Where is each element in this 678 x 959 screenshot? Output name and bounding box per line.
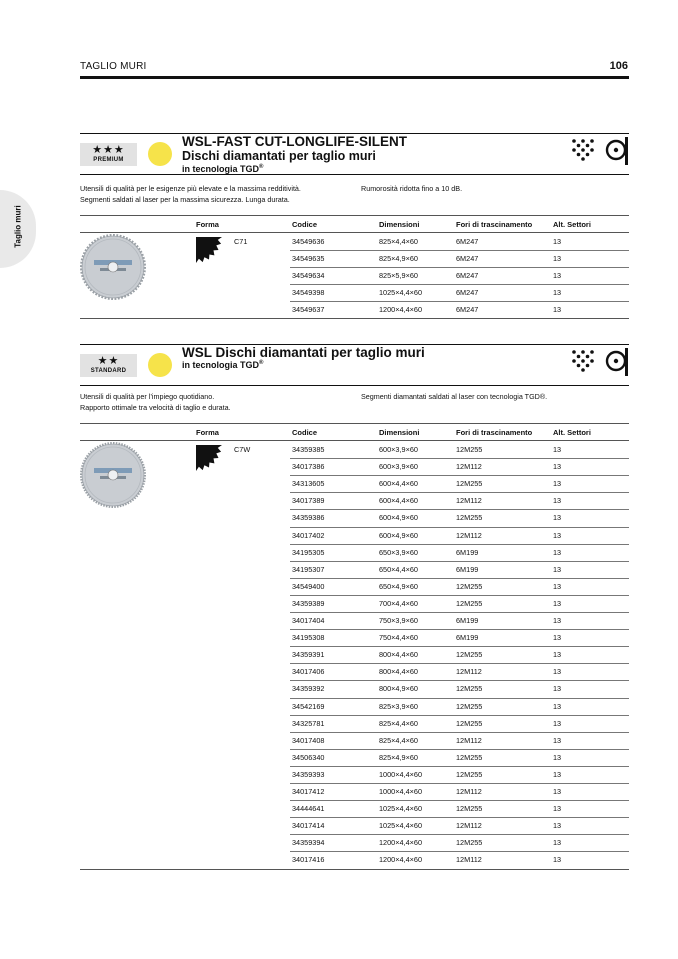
cell-fori: 12M112	[456, 821, 482, 831]
cell-fori: 6M199	[456, 633, 479, 643]
header-rule	[80, 76, 629, 79]
cell-dimensioni: 650×4,4×60	[379, 564, 418, 574]
section-mid-rule	[80, 174, 629, 175]
cell-fori: 6M247	[456, 254, 479, 263]
application-icons	[570, 346, 630, 378]
cell-codice: 34359394	[292, 838, 325, 848]
blade-image	[80, 234, 146, 300]
rating-stars: ★★	[97, 355, 120, 367]
cell-fori: 6M247	[456, 305, 479, 314]
rating-level: STANDARD	[90, 368, 127, 374]
cell-dimensioni: 800×4,4×60	[379, 667, 418, 677]
cell-codice: 34017414	[292, 821, 325, 831]
rating-badge	[80, 143, 137, 166]
column-header: Codice	[292, 428, 318, 437]
cell-codice: 34017408	[292, 735, 325, 745]
cell-dimensioni: 750×4,4×60	[379, 633, 418, 643]
product-technology	[182, 164, 263, 174]
cell-codice: 34017386	[292, 462, 325, 472]
cell-fori: 12M255	[456, 445, 483, 454]
page-number: 106	[609, 60, 628, 72]
column-header: Forma	[196, 428, 219, 437]
cell-fori: 12M255	[456, 718, 483, 728]
quality-dot	[148, 353, 172, 377]
cell-fori: 12M112	[456, 787, 482, 796]
table-row-divider	[290, 578, 629, 579]
cell-fori: 12M255	[456, 581, 483, 591]
cell-codice: 34017412	[292, 787, 325, 796]
table-row-divider	[290, 629, 629, 630]
cell-dimensioni: 600×4,4×60	[379, 496, 418, 506]
table-row-divider	[290, 301, 629, 302]
cell-fori: 12M255	[456, 838, 483, 848]
rating-stars: ★★★	[92, 144, 125, 156]
table-bottom-rule	[80, 318, 629, 319]
cell-alt-settori: 13	[553, 650, 562, 660]
technology-name: in tecnologia TGD	[182, 164, 260, 174]
product-subtitle: Dischi diamantati per taglio muri	[182, 149, 376, 163]
shape-code: C71	[234, 237, 248, 246]
cell-dimensioni: 825×4,4×60	[379, 718, 418, 728]
table-row-divider	[290, 732, 629, 733]
column-header: Dimensioni	[379, 428, 420, 437]
cell-dimensioni: 650×4,9×60	[379, 581, 418, 591]
table-row-divider	[290, 817, 629, 818]
cell-codice: 34325781	[292, 718, 325, 728]
cell-alt-settori: 13	[553, 564, 562, 574]
cell-fori: 12M255	[456, 479, 483, 489]
cell-dimensioni: 1000×4,4×60	[379, 787, 423, 796]
cell-alt-settori: 13	[553, 479, 562, 489]
cell-alt-settori: 13	[553, 462, 562, 472]
cell-dimensioni: 800×4,4×60	[379, 650, 418, 660]
cell-codice: 34444641	[292, 804, 325, 814]
table-row-divider	[290, 250, 629, 251]
table-row-divider	[290, 783, 629, 784]
table-header-rule	[80, 440, 629, 441]
cell-alt-settori: 13	[553, 513, 562, 523]
cell-fori: 6M199	[456, 616, 479, 625]
table-row-divider	[290, 492, 629, 493]
application-icons	[570, 135, 630, 167]
table-header-rule	[80, 232, 629, 233]
cell-dimensioni: 1200×4,4×60	[379, 855, 423, 865]
registered-mark: ®	[259, 164, 264, 170]
cell-codice: 34359393	[292, 769, 325, 779]
description-left: Rapporto ottimale tra velocità di taglio e durata.	[80, 402, 231, 412]
cell-fori: 12M255	[456, 650, 483, 660]
cell-alt-settori: 13	[553, 530, 562, 540]
table-row-divider	[290, 663, 629, 664]
cell-dimensioni: 1025×4,4×60	[379, 821, 423, 831]
table-row-divider	[290, 851, 629, 852]
cell-codice: 34549635	[292, 254, 325, 263]
shape-code: C7W	[234, 445, 251, 454]
cell-alt-settori: 13	[553, 581, 562, 591]
table-row-divider	[290, 766, 629, 767]
cell-fori: 6M247	[456, 271, 479, 280]
cell-alt-settori: 13	[553, 288, 562, 297]
cell-alt-settori: 13	[553, 769, 562, 779]
cell-alt-settori: 13	[553, 838, 562, 848]
blade-image	[80, 442, 146, 508]
table-row-divider	[290, 646, 629, 647]
cell-alt-settori: 13	[553, 752, 562, 762]
table-row-divider	[290, 715, 629, 716]
cell-fori: 12M255	[456, 804, 483, 814]
cell-fori: 12M255	[456, 513, 483, 523]
table-row-divider	[290, 458, 629, 459]
cell-dimensioni: 1200×4,4×60	[379, 305, 423, 314]
description-right: Segmenti diamantati saldati al laser con tecnologia TGD®.	[361, 392, 548, 401]
rating-level: PREMIUM	[93, 157, 124, 163]
cell-fori: 12M255	[456, 598, 483, 608]
quality-dot	[148, 142, 172, 166]
cell-codice: 34359391	[292, 650, 325, 660]
cell-fori: 6M247	[456, 237, 479, 246]
cell-codice: 34017402	[292, 530, 325, 540]
cell-dimensioni: 1200×4,4×60	[379, 838, 423, 848]
cell-fori: 6M247	[456, 288, 479, 297]
cell-fori: 6M199	[456, 547, 479, 557]
cell-alt-settori: 13	[553, 667, 562, 677]
blade-shape-icon	[196, 445, 222, 471]
cell-codice: 34549634	[292, 271, 325, 280]
cell-alt-settori: 13	[553, 821, 562, 831]
table-row-divider	[290, 800, 629, 801]
cell-alt-settori: 13	[553, 496, 562, 506]
table-row-divider	[290, 698, 629, 699]
cell-fori: 12M112	[456, 855, 482, 865]
table-row-divider	[290, 544, 629, 545]
description-left: Utensili di qualità per l’impiego quotidiano.	[80, 392, 215, 401]
cell-codice: 34549636	[292, 237, 325, 246]
cell-alt-settori: 13	[553, 855, 562, 865]
description-right: Rumorosità ridotta fino a 10 dB.	[361, 184, 463, 193]
cell-fori: 12M255	[456, 769, 483, 779]
cell-alt-settori: 13	[553, 633, 562, 643]
table-row-divider	[290, 267, 629, 268]
cell-dimensioni: 825×4,4×60	[379, 735, 418, 745]
cell-codice: 34542169	[292, 701, 325, 711]
cell-alt-settori: 13	[553, 237, 562, 246]
cell-dimensioni: 825×5,9×60	[379, 271, 418, 280]
cell-dimensioni: 650×3,9×60	[379, 547, 418, 557]
cell-codice: 34195308	[292, 633, 325, 643]
cell-alt-settori: 13	[553, 271, 562, 280]
cell-codice: 34359389	[292, 598, 325, 608]
cell-alt-settori: 13	[553, 616, 562, 625]
table-row-divider	[290, 284, 629, 285]
cell-codice: 34017404	[292, 616, 325, 625]
cell-codice: 34313605	[292, 479, 325, 489]
cell-alt-settori: 13	[553, 718, 562, 728]
table-row-divider	[290, 680, 629, 681]
column-header: Forma	[196, 220, 219, 229]
cell-dimensioni: 600×4,9×60	[379, 513, 418, 523]
description-left: Utensili di qualità per le esigenze più elevate e la massima redditività.	[80, 184, 301, 193]
column-header: Alt. Settori	[553, 428, 591, 437]
cell-dimensioni: 1025×4,4×60	[379, 804, 423, 814]
cell-alt-settori: 13	[553, 598, 562, 608]
cell-fori: 12M112	[456, 496, 482, 506]
table-row-divider	[290, 561, 629, 562]
cell-dimensioni: 600×3,9×60	[379, 445, 418, 454]
cell-alt-settori: 13	[553, 787, 562, 796]
cell-dimensioni: 825×3,9×60	[379, 701, 418, 711]
cell-dimensioni: 1025×4,4×60	[379, 288, 423, 297]
cell-codice: 34549637	[292, 305, 325, 314]
table-row-divider	[290, 527, 629, 528]
cell-dimensioni: 825×4,9×60	[379, 254, 418, 263]
table-row-divider	[290, 595, 629, 596]
side-tab-label: Taglio muri	[13, 205, 23, 248]
cell-fori: 12M255	[456, 684, 483, 694]
column-header: Fori di trascinamento	[456, 428, 533, 437]
cell-fori: 6M199	[456, 564, 479, 574]
column-header: Fori di trascinamento	[456, 220, 533, 229]
cell-alt-settori: 13	[553, 701, 562, 711]
cell-codice: 34359386	[292, 513, 325, 523]
registered-mark: ®	[259, 360, 264, 366]
cell-alt-settori: 13	[553, 547, 562, 557]
cell-alt-settori: 13	[553, 254, 562, 263]
product-title: WSL Dischi diamantati per taglio muri	[182, 345, 425, 360]
description-left: Segmenti saldati al laser per la massima sicurezza. Lunga durata.	[80, 194, 290, 204]
cell-fori: 12M112	[456, 667, 482, 677]
technology-name: in tecnologia TGD	[182, 360, 260, 370]
table-top-rule	[80, 215, 629, 216]
table-bottom-rule	[80, 869, 629, 870]
cell-dimensioni: 825×4,9×60	[379, 752, 418, 762]
cell-alt-settori: 13	[553, 804, 562, 814]
cell-dimensioni: 600×4,4×60	[379, 479, 418, 489]
cell-alt-settori: 13	[553, 305, 562, 314]
cell-codice: 34017389	[292, 496, 325, 506]
cell-codice: 34195305	[292, 547, 325, 557]
cell-fori: 12M112	[456, 530, 482, 540]
section-mid-rule	[80, 385, 629, 386]
cell-fori: 12M255	[456, 701, 483, 711]
blade-shape-icon	[196, 237, 222, 263]
table-row-divider	[290, 509, 629, 510]
cell-alt-settori: 13	[553, 445, 562, 454]
column-header: Codice	[292, 220, 318, 229]
cell-dimensioni: 750×3,9×60	[379, 616, 418, 625]
cell-codice: 34549400	[292, 581, 325, 591]
cell-dimensioni: 825×4,4×60	[379, 237, 418, 246]
column-header: Dimensioni	[379, 220, 420, 229]
cell-dimensioni: 1000×4,4×60	[379, 769, 423, 779]
section-title: TAGLIO MURI	[80, 61, 147, 72]
cell-codice: 34359392	[292, 684, 325, 694]
table-row-divider	[290, 475, 629, 476]
table-row-divider	[290, 612, 629, 613]
cell-dimensioni: 600×3,9×60	[379, 462, 418, 472]
cell-codice: 34017406	[292, 667, 325, 677]
product-title: WSL-FAST CUT-LONGLIFE-SILENT	[182, 134, 407, 149]
cell-fori: 12M112	[456, 462, 482, 472]
cell-codice: 34506340	[292, 752, 325, 762]
product-technology	[182, 360, 263, 370]
cell-dimensioni: 800×4,9×60	[379, 684, 418, 694]
cell-dimensioni: 700×4,4×60	[379, 598, 418, 608]
cell-codice: 34195307	[292, 564, 325, 574]
cell-alt-settori: 13	[553, 735, 562, 745]
cell-codice: 34549398	[292, 288, 325, 297]
table-top-rule	[80, 423, 629, 424]
table-row-divider	[290, 834, 629, 835]
table-row-divider	[290, 749, 629, 750]
cell-alt-settori: 13	[553, 684, 562, 694]
cell-codice: 34359385	[292, 445, 325, 454]
cell-codice: 34017416	[292, 855, 325, 865]
column-header: Alt. Settori	[553, 220, 591, 229]
rating-badge	[80, 354, 137, 377]
cell-fori: 12M255	[456, 752, 483, 762]
cell-fori: 12M112	[456, 735, 482, 745]
cell-dimensioni: 600×4,9×60	[379, 530, 418, 540]
